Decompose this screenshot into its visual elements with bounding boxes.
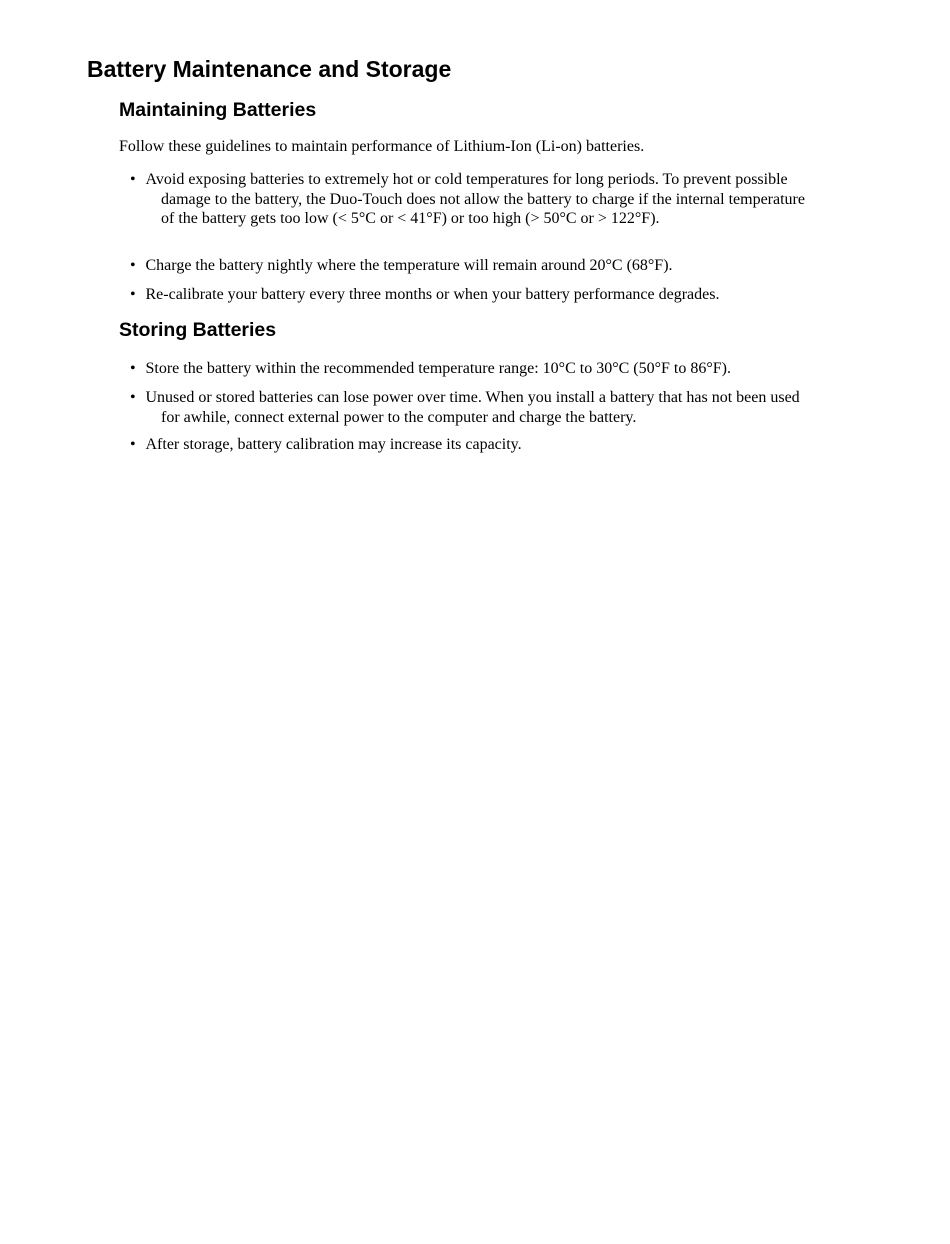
intro-paragraph: Follow these guidelines to maintain performance of Lithium-Ion (Li-on) batteries. bbox=[119, 138, 645, 155]
list-item bbox=[130, 256, 810, 276]
bullet-icon: • bbox=[130, 171, 136, 188]
bullet-icon: • bbox=[130, 436, 136, 453]
list-item bbox=[130, 435, 810, 455]
bullet-icon: • bbox=[130, 389, 136, 406]
bullet-icon: • bbox=[130, 257, 136, 274]
bullet-icon: • bbox=[130, 286, 136, 303]
list-item bbox=[130, 170, 810, 229]
list-item-text: Store the battery within the recommended temperature range: 10°C to 30°C (50°F to 86°F). bbox=[145, 360, 731, 377]
list-item-text: Avoid exposing batteries to extremely hot or cold temperatures for long periods. To prevent possible damage to the battery, the Duo-Touch does not allow the battery to charge if the internal temperature of the battery gets too low (< 5°C or < 41°F) or too high (> 50°C or > 122°F). bbox=[145, 171, 805, 227]
section-heading-storing: Storing Batteries bbox=[119, 319, 277, 341]
list-item-text: Charge the battery nightly where the temperature will remain around 20°C (68°F). bbox=[145, 257, 673, 274]
page-title: Battery Maintenance and Storage bbox=[87, 56, 452, 82]
list-item-text: After storage, battery calibration may increase its capacity. bbox=[145, 436, 522, 453]
list-item bbox=[130, 359, 810, 379]
list-item-text: Re-calibrate your battery every three months or when your battery performance degrades. bbox=[145, 286, 720, 303]
list-item bbox=[130, 285, 810, 305]
bullet-icon: • bbox=[130, 360, 136, 377]
list-item bbox=[130, 388, 810, 427]
section-heading-maintaining: Maintaining Batteries bbox=[119, 99, 317, 121]
list-item-text: Unused or stored batteries can lose power over time. When you install a battery that has not been used for awhile, connect external power to the computer and charge the battery. bbox=[145, 389, 800, 426]
